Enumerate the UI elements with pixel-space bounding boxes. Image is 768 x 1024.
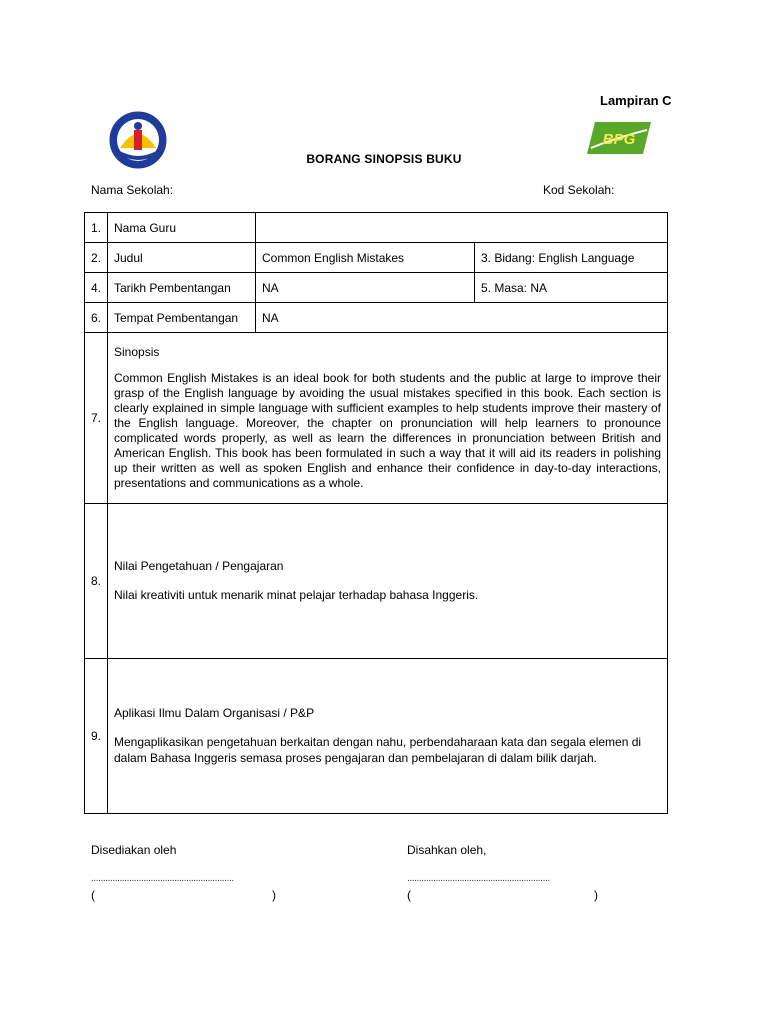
prepared-paren-close: ) [272, 888, 276, 902]
row-number: 2. [85, 243, 108, 273]
tarikh-value[interactable]: NA [256, 273, 475, 303]
approved-signature-line[interactable]: ............................................................ [407, 873, 550, 884]
aplikasi-text[interactable]: Mengaplikasikan pengetahuan berkaitan dengan nahu, perbendaharaan kata dan segala elemen di dalam Bahasa Inggeris semasa proses pengajaran dan pembelajaran di dalam bilik darjah. [114, 735, 642, 765]
sinopsis-text[interactable]: Common English Mistakes is an ideal book for both students and the public at large to improve their grasp of the English language by avoiding the usual mistakes specified in this book. Each section is clearly explained in simple language with sufficient examples to help students improve their mastery of the English language. Moreover, the chapter on pronunciation will help learners to pronounce complicated words properly, as well as learn the differences in pronunciation between British and American English. This book has been formulated in such a way that it will aid its readers in polishing up their written as well as spoken English and enhance their confidence in day-to-day interactions, presentations and communications as a whole. [114, 371, 661, 490]
sinopsis-label: Sinopsis [114, 345, 160, 359]
row-number: 9. [85, 659, 108, 814]
judul-label: Judul [108, 243, 256, 273]
form-title: BORANG SINOPSIS BUKU [306, 152, 462, 166]
row-tempat [85, 303, 668, 333]
kod-sekolah-label: Kod Sekolah: [543, 183, 615, 197]
bidang-value[interactable]: 3. Bidang: English Language [475, 243, 668, 273]
approved-paren-open: ( [407, 888, 411, 902]
row-judul [85, 243, 668, 273]
masa-value[interactable]: 5. Masa: NA [475, 273, 668, 303]
row-nilai [85, 504, 668, 659]
nama-guru-label: Nama Guru [108, 213, 256, 243]
synopsis-form-table [84, 212, 668, 814]
row-tarikh [85, 273, 668, 303]
prepared-paren-open: ( [91, 888, 95, 902]
nilai-text[interactable]: Nilai kreativiti untuk menarik minat pelajar terhadap bahasa Inggeris. [114, 588, 479, 602]
tempat-label: Tempat Pembentangan [108, 303, 256, 333]
nilai-label: Nilai Pengetahuan / Pengajaran [114, 559, 284, 573]
row-number: 4. [85, 273, 108, 303]
row-nama-guru [85, 213, 668, 243]
nama-sekolah-label: Nama Sekolah: [91, 183, 174, 197]
bpg-logo-text: BPG [602, 131, 636, 148]
tarikh-label: Tarikh Pembentangan [108, 273, 256, 303]
disediakan-label: Disediakan oleh [91, 843, 177, 857]
disahkan-label: Disahkan oleh, [407, 843, 487, 857]
prepared-signature-line[interactable]: ............................................................ [91, 873, 234, 884]
row-number: 7. [85, 333, 108, 504]
row-number: 1. [85, 213, 108, 243]
approved-paren-close: ) [594, 888, 598, 902]
tempat-value[interactable]: NA [256, 303, 668, 333]
lampiran-label: Lampiran C [600, 93, 672, 108]
row-number: 6. [85, 303, 108, 333]
row-aplikasi [85, 659, 668, 814]
judul-value[interactable]: Common English Mistakes [256, 243, 475, 273]
nama-guru-value[interactable] [256, 213, 668, 243]
aplikasi-label: Aplikasi Ilmu Dalam Organisasi / P&P [114, 706, 315, 720]
row-sinopsis [85, 333, 668, 504]
row-number: 8. [85, 504, 108, 659]
